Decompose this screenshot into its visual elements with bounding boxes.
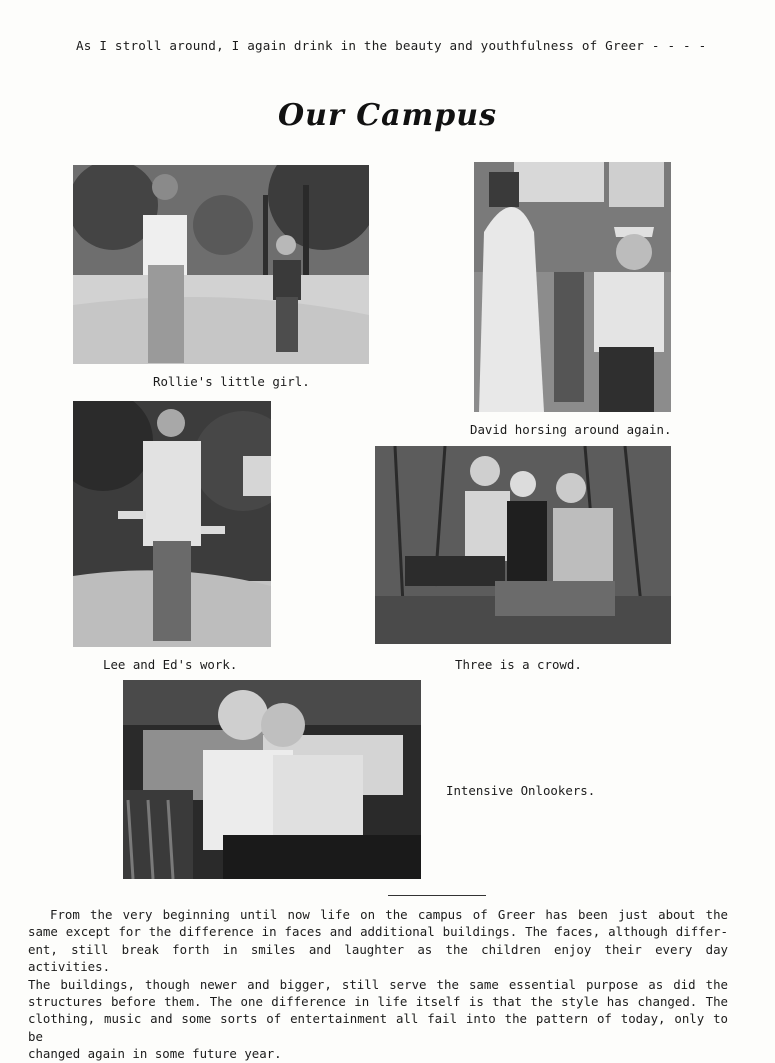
caption-three-is-a-crowd: Three is a crowd. xyxy=(455,657,582,672)
photo-intensive-onlookers xyxy=(123,680,421,879)
photo-lee-and-eds-work xyxy=(73,401,271,647)
paragraph-line: ent, still break forth in smiles and laughter as the children enjoy their every day activities. xyxy=(28,941,728,975)
photo-image xyxy=(73,401,271,647)
body-paragraph xyxy=(28,906,728,1063)
paragraph-line: structures before them. The one difference in life itself is that the style has changed. The xyxy=(28,994,728,1010)
photo-david-horsing xyxy=(474,162,671,412)
paragraph-line: clothing, music and some sorts of entertainment all fail into the pattern of today, only to be xyxy=(28,1011,728,1044)
intro-text: As I stroll around, I again drink in the beauty and youthfulness of Greer - - - - xyxy=(76,38,707,53)
photo-image xyxy=(474,162,671,412)
photo-image xyxy=(73,165,369,364)
photo-image xyxy=(123,680,421,879)
caption-david-horsing: David horsing around again. xyxy=(470,422,672,437)
photo-rollies-little-girl xyxy=(73,165,369,364)
paragraph-line: same except for the difference in faces and additional buildings. The faces, although differ- xyxy=(28,924,728,940)
paragraph-line: The buildings, though newer and bigger, still serve the same essential purpose as did the xyxy=(28,976,728,992)
section-divider xyxy=(388,895,486,896)
caption-rollies-little-girl: Rollie's little girl. xyxy=(153,374,310,389)
caption-lee-and-eds-work: Lee and Ed's work. xyxy=(103,657,238,672)
page-title: Our Campus xyxy=(278,98,497,133)
paragraph-line: From the very beginning until now life on the campus of Greer has been just about the xyxy=(50,907,728,922)
paragraph-line: changed again in some future year. xyxy=(28,1046,282,1062)
photo-image xyxy=(375,446,671,644)
caption-intensive-onlookers: Intensive Onlookers. xyxy=(446,783,596,798)
photo-three-is-a-crowd xyxy=(375,446,671,644)
